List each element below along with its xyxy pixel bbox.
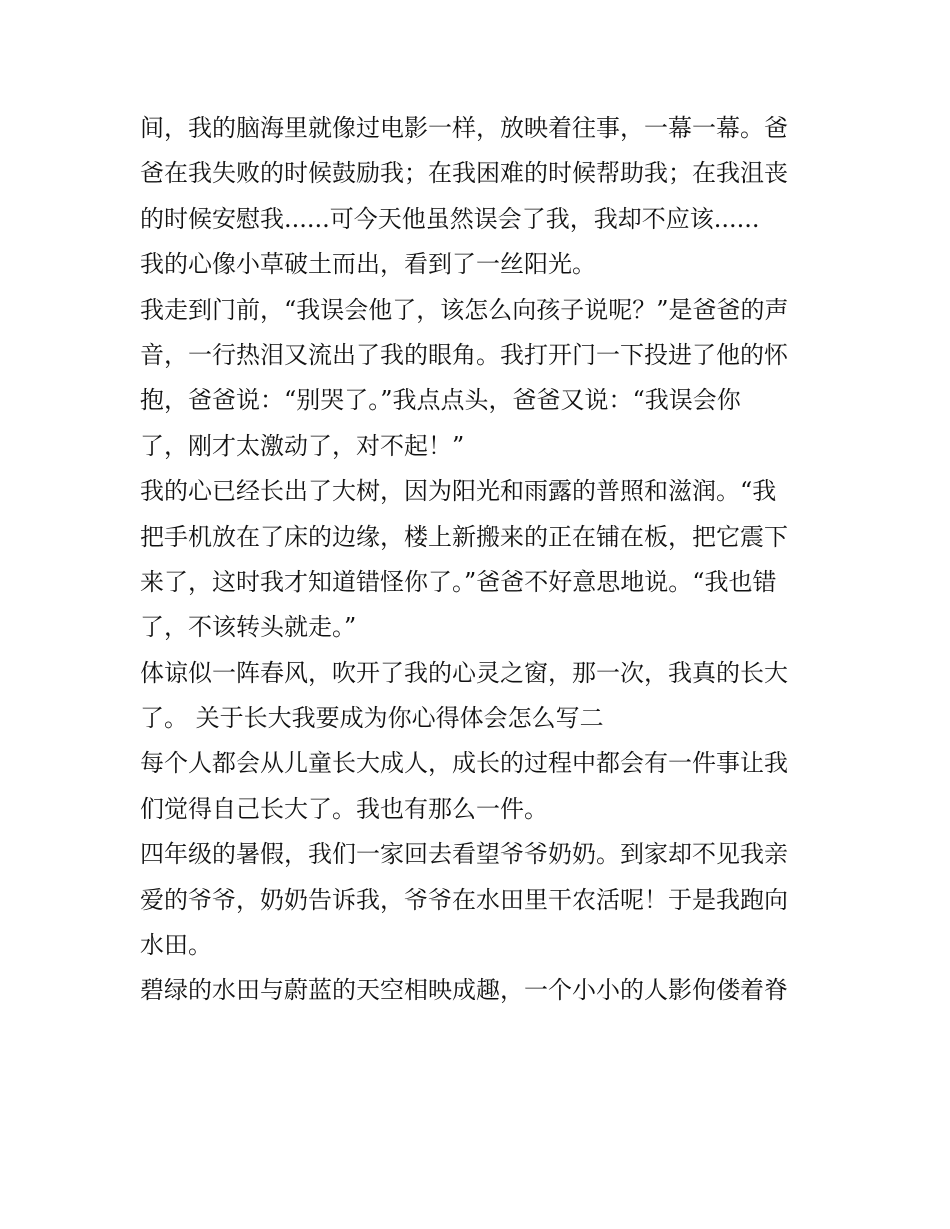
text-line: 把手机放在了床的边缘，楼上新搬来的正在铺在板，把它震下 [140,522,788,551]
text-line: 碧绿的水田与蔚蓝的天空相映成趣，一个小小的人影佝偻着脊 [140,976,788,1005]
text-line: 爸在我失败的时候鼓励我；在我困难的时候帮助我；在我沮丧 [140,159,788,188]
text-line: 爱的爷爷，奶奶告诉我，爷爷在水田里干农活呢！于是我跑向 [140,885,788,914]
text-line: 每个人都会从儿童长大成人，成长的过程中都会有一件事让我 [140,749,788,778]
section-heading-line: 了。 关于长大我要成为你心得体会怎么写二 [140,704,604,733]
text-line: 间，我的脑海里就像过电影一样，放映着往事，一幕一幕。爸 [140,114,788,142]
text-line: 了，刚才太激动了，对不起！” [140,431,465,460]
text-line: 四年级的暑假，我们一家回去看望爷爷奶奶。到家却不见我亲 [140,840,788,869]
text-line: 水田。 [140,931,212,960]
text-line: 体谅似一阵春风，吹开了我的心灵之窗，那一次，我真的长大 [140,658,788,687]
text-line: 了，不该转头就走。” [140,613,357,642]
text-line: 们觉得自己长大了。我也有那么一件。 [140,794,548,823]
text-line: 我的心已经长出了大树，因为阳光和雨露的普照和滋润。“我 [140,477,777,506]
text-line: 我的心像小草破土而出，看到了一丝阳光。 [140,250,596,279]
text-line: 抱，爸爸说：“别哭了。”我点点头，爸爸又说：“我误会你 [140,386,741,415]
text-line: 的时候安慰我......可今天他虽然误会了我，我却不应该...... [140,204,760,233]
text-line: 音，一行热泪又流出了我的眼角。我打开门一下投进了他的怀 [140,340,788,369]
text-line: 我走到门前，“我误会他了，该怎么向孩子说呢？”是爸爸的声 [140,295,789,324]
essay-text [140,106,820,1014]
text-line: 来了，这时我才知道错怪你了。”爸爸不好意思地说。“我也错 [140,567,777,596]
